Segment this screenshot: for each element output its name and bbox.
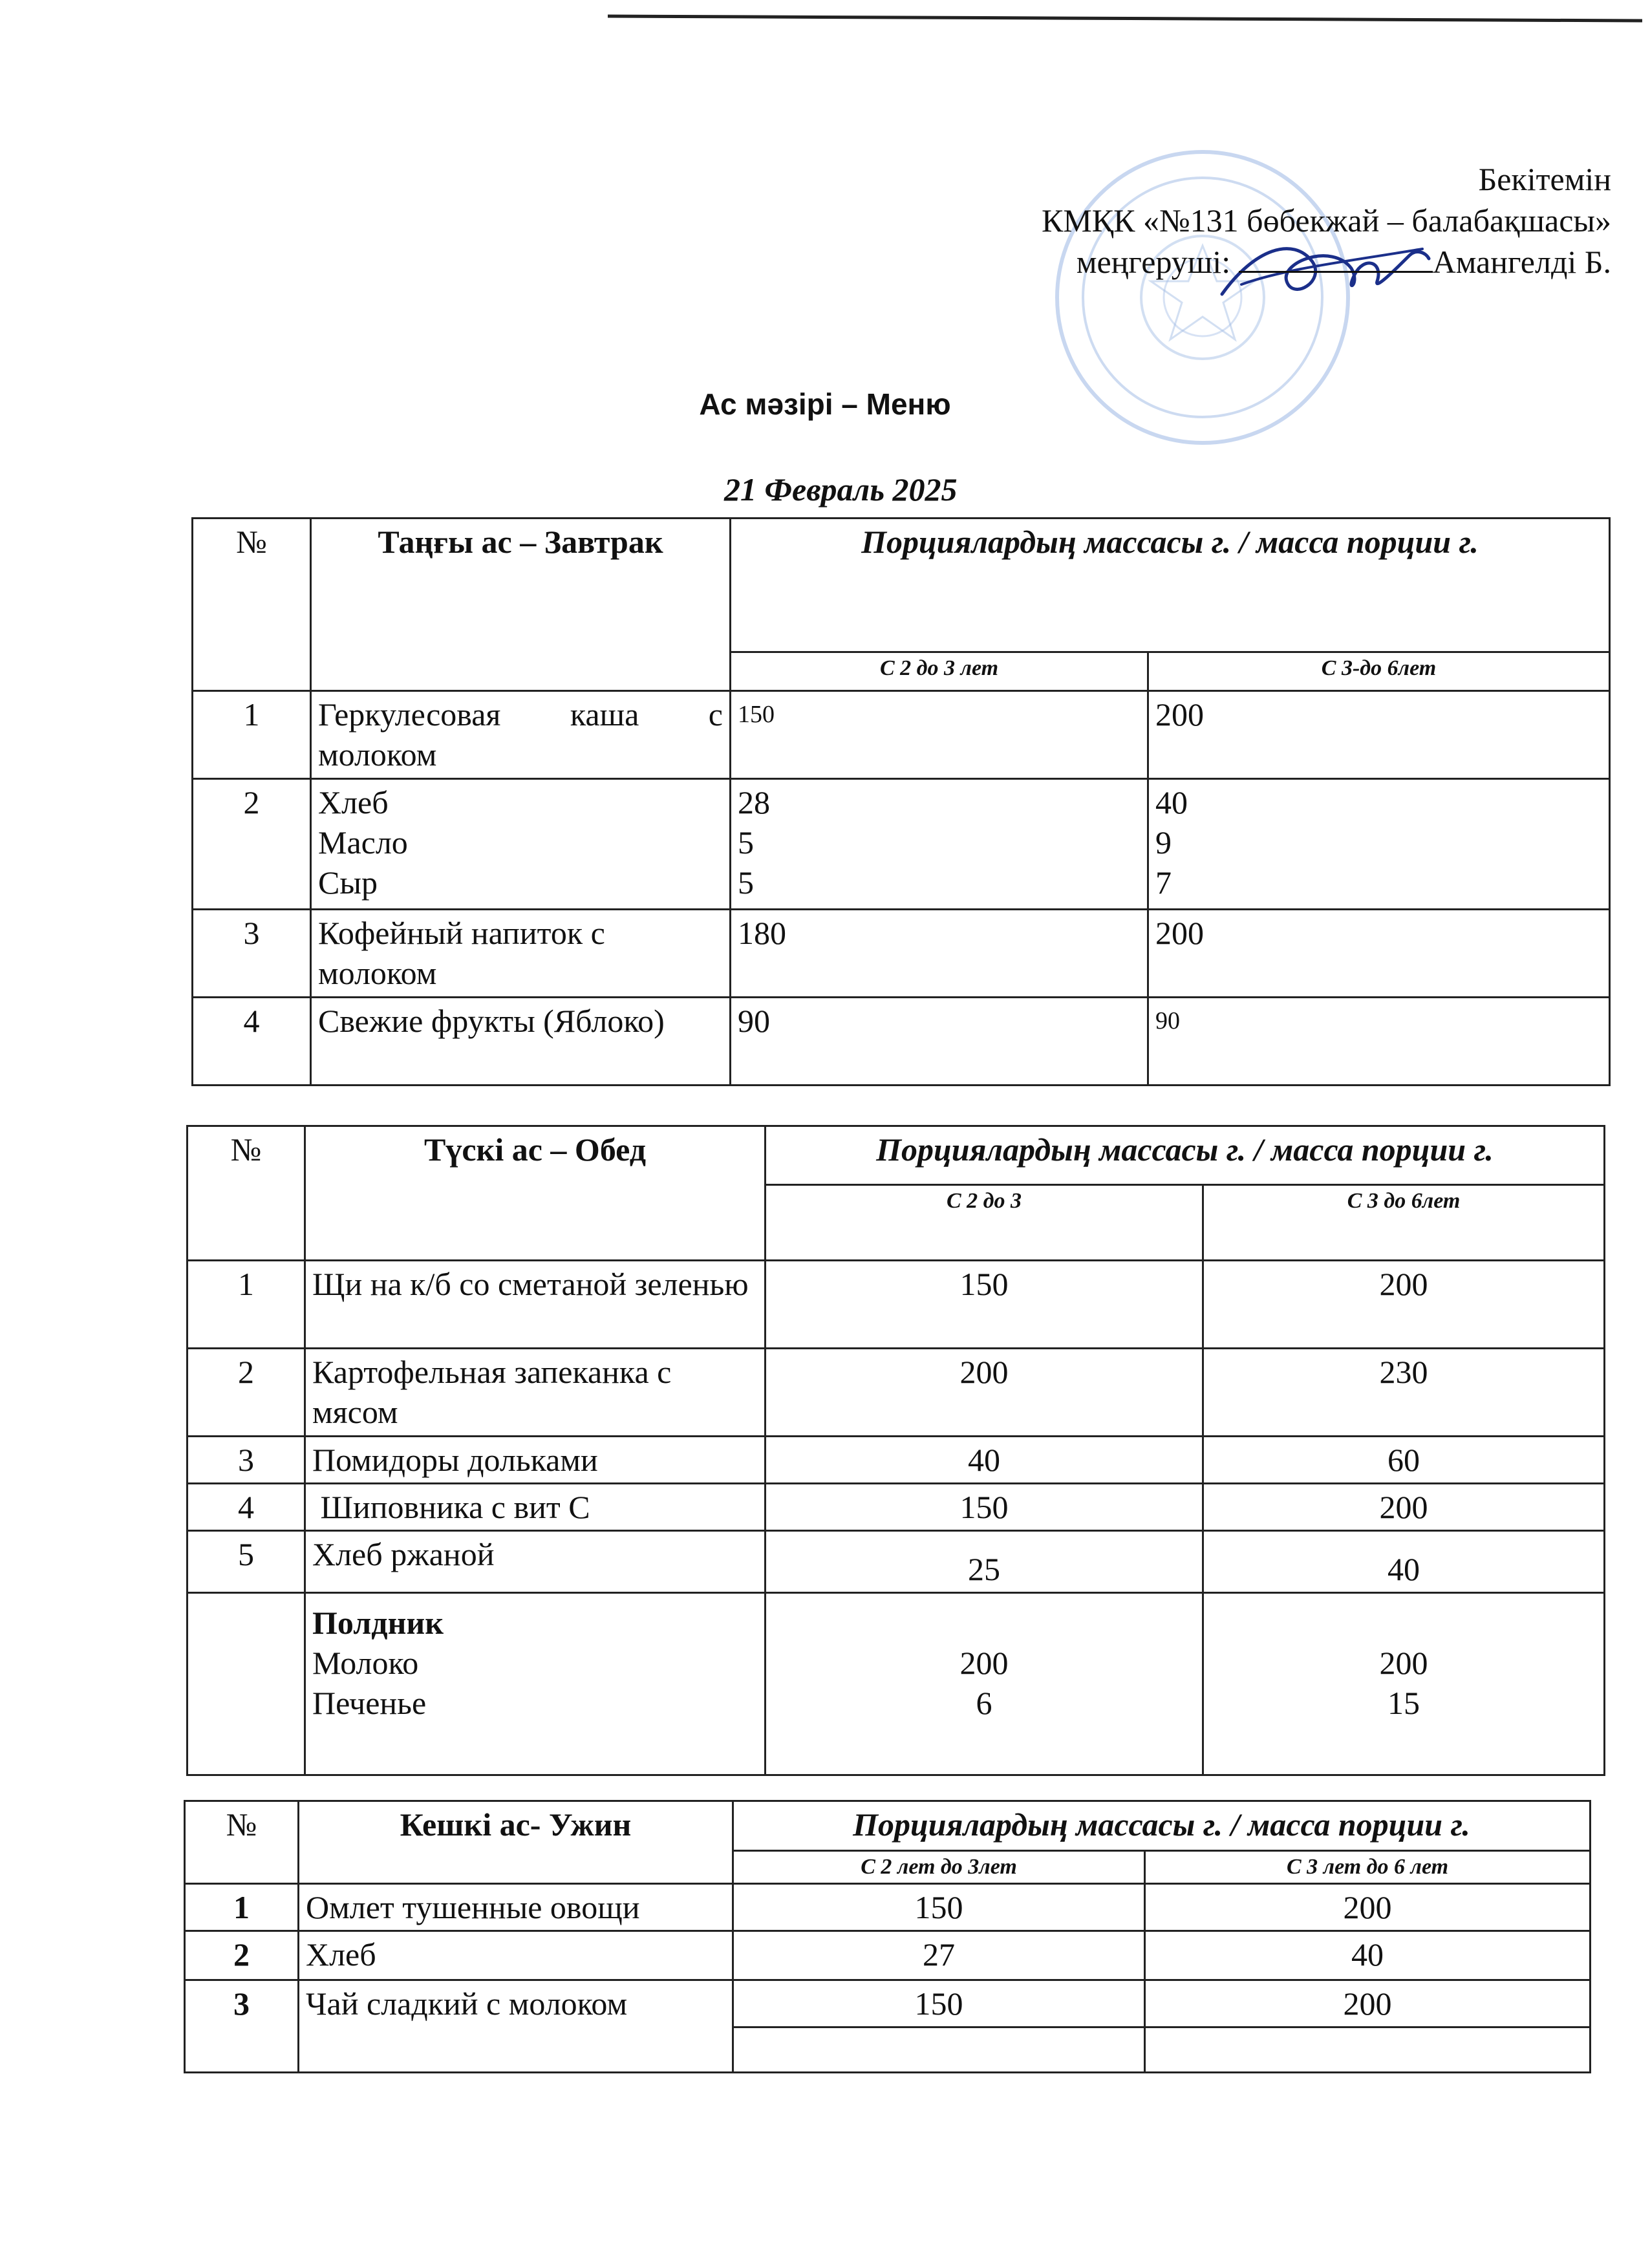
portion-value-age1: 180 (731, 910, 1148, 998)
snack-dishes: Полдник Молоко Печенье (305, 1593, 766, 1775)
table-row (193, 691, 1610, 779)
portion-value-age2: 200 (1148, 910, 1610, 998)
table-row (193, 998, 1610, 1086)
snack-title: Полдник (312, 1605, 444, 1641)
portion-value-age1: 150 (733, 1884, 1145, 1931)
dish-name: Картофельная запеканка с мясом (305, 1349, 766, 1437)
table-row (188, 1437, 1605, 1484)
meal-header: Кешкі ас- Ужин (299, 1801, 733, 1884)
breakfast-table (191, 517, 1611, 1086)
portion-value-age1: 150 (733, 1980, 1145, 2027)
organization-name: КМҚК «№131 бөбекжай – балабақшасы» (1041, 202, 1611, 239)
row-number: 1 (188, 1261, 305, 1349)
portion-value-age1: 90 (731, 998, 1148, 1086)
portion-value-age2: 40 (1203, 1531, 1605, 1593)
portion-value-age1: 25 (766, 1531, 1203, 1593)
age-group-1-header: С 2 до 3 лет (731, 652, 1148, 691)
snack-portion-age1: 200 6 (766, 1593, 1203, 1775)
row-number: 1 (193, 691, 311, 779)
number-header: № (193, 519, 311, 691)
portion-value-age1: 150 (766, 1484, 1203, 1531)
director-label: меңгеруші: (1076, 244, 1231, 280)
portion-value-age2: 200 (1148, 691, 1610, 779)
row-number: 4 (193, 998, 311, 1086)
portion-value-age2: 40 9 7 (1148, 779, 1610, 910)
row-number-empty (188, 1593, 305, 1775)
empty-cell (1145, 2027, 1591, 2073)
director-line (1042, 241, 1611, 283)
portion-value-age1: 150 (766, 1261, 1203, 1349)
table-row (185, 1931, 1591, 1980)
table-row (188, 1531, 1605, 1593)
table-row (185, 1980, 1591, 2027)
age-group-1-header: С 2 до 3 (766, 1185, 1203, 1261)
row-number: 3 (185, 1980, 299, 2073)
page-title: Ас мәзірі – Меню (699, 387, 951, 421)
portion-value-age2: 90 (1148, 998, 1610, 1086)
portion-value-age2: 60 (1203, 1437, 1605, 1484)
table-header-row (188, 1126, 1605, 1185)
approval-title: Бекітемін (1478, 161, 1611, 197)
dinner-table (184, 1800, 1591, 2073)
snack-row (188, 1593, 1605, 1775)
table-row (193, 910, 1610, 998)
dish-name: Геркулесовая каша с молоком (311, 691, 731, 779)
table-row (193, 779, 1610, 910)
approval-block (1042, 158, 1611, 283)
dish-name: Хлеб Масло Сыр (311, 779, 731, 910)
row-number: 1 (185, 1884, 299, 1931)
row-number: 3 (193, 910, 311, 998)
portion-header: Порциялардың массасы г. / масса порции г. (731, 519, 1610, 652)
portion-value-age1: 40 (766, 1437, 1203, 1484)
director-name: Амангелді Б. (1432, 244, 1611, 280)
table-header-row (185, 1801, 1591, 1851)
row-number: 2 (185, 1931, 299, 1980)
table-row (188, 1484, 1605, 1531)
menu-date: 21 Февраль 2025 (724, 471, 958, 508)
number-header: № (185, 1801, 299, 1884)
portion-value-age2: 230 (1203, 1349, 1605, 1437)
meal-header: Таңғы ас – Завтрак (311, 519, 731, 691)
portion-value-age1: 27 (733, 1931, 1145, 1980)
row-number: 5 (188, 1531, 305, 1593)
row-number: 2 (193, 779, 311, 910)
portion-value-age1: 200 (766, 1349, 1203, 1437)
table-header-row (193, 519, 1610, 652)
dish-name: Хлеб (299, 1931, 733, 1980)
age-group-2-header: С 3-до 6лет (1148, 652, 1610, 691)
table-row (185, 1884, 1591, 1931)
age-group-2-header: С 3 до 6лет (1203, 1185, 1605, 1261)
dish-name: Свежие фрукты (Яблоко) (311, 998, 731, 1086)
age-group-1-header: С 2 лет до 3лет (733, 1851, 1145, 1884)
table-row (188, 1349, 1605, 1437)
portion-header: Порциялардың массасы г. / масса порции г. (766, 1126, 1605, 1185)
portion-value-age1: 150 (731, 691, 1148, 779)
dish-name: Шиповника с вит С (305, 1484, 766, 1531)
dish-name: Хлеб ржаной (305, 1531, 766, 1593)
portion-value-age1: 28 5 5 (731, 779, 1148, 910)
scan-edge-line (608, 15, 1642, 23)
portion-value-age2: 40 (1145, 1931, 1591, 1980)
row-number: 4 (188, 1484, 305, 1531)
portion-value-age2: 200 (1203, 1484, 1605, 1531)
meal-header: Түскі ас – Обед (305, 1126, 766, 1261)
table-row (188, 1261, 1605, 1349)
signature-line (1239, 245, 1433, 273)
dish-name: Омлет тушенные овощи (299, 1884, 733, 1931)
dish-name: Чай сладкий с молоком (299, 1980, 733, 2073)
dish-name: Кофейный напиток с молоком (311, 910, 731, 998)
lunch-table (186, 1125, 1605, 1776)
age-group-2-header: С 3 лет до 6 лет (1145, 1851, 1591, 1884)
number-header: № (188, 1126, 305, 1261)
portion-value-age2: 200 (1145, 1884, 1591, 1931)
portion-value-age2: 200 (1203, 1261, 1605, 1349)
row-number: 2 (188, 1349, 305, 1437)
empty-cell (733, 2027, 1145, 2073)
snack-portion-age2: 200 15 (1203, 1593, 1605, 1775)
dish-name: Щи на к/б со сметаной зеленью (305, 1261, 766, 1349)
row-number: 3 (188, 1437, 305, 1484)
dish-name: Помидоры дольками (305, 1437, 766, 1484)
portion-header: Порциялардың массасы г. / масса порции г. (733, 1801, 1591, 1851)
portion-value-age2: 200 (1145, 1980, 1591, 2027)
